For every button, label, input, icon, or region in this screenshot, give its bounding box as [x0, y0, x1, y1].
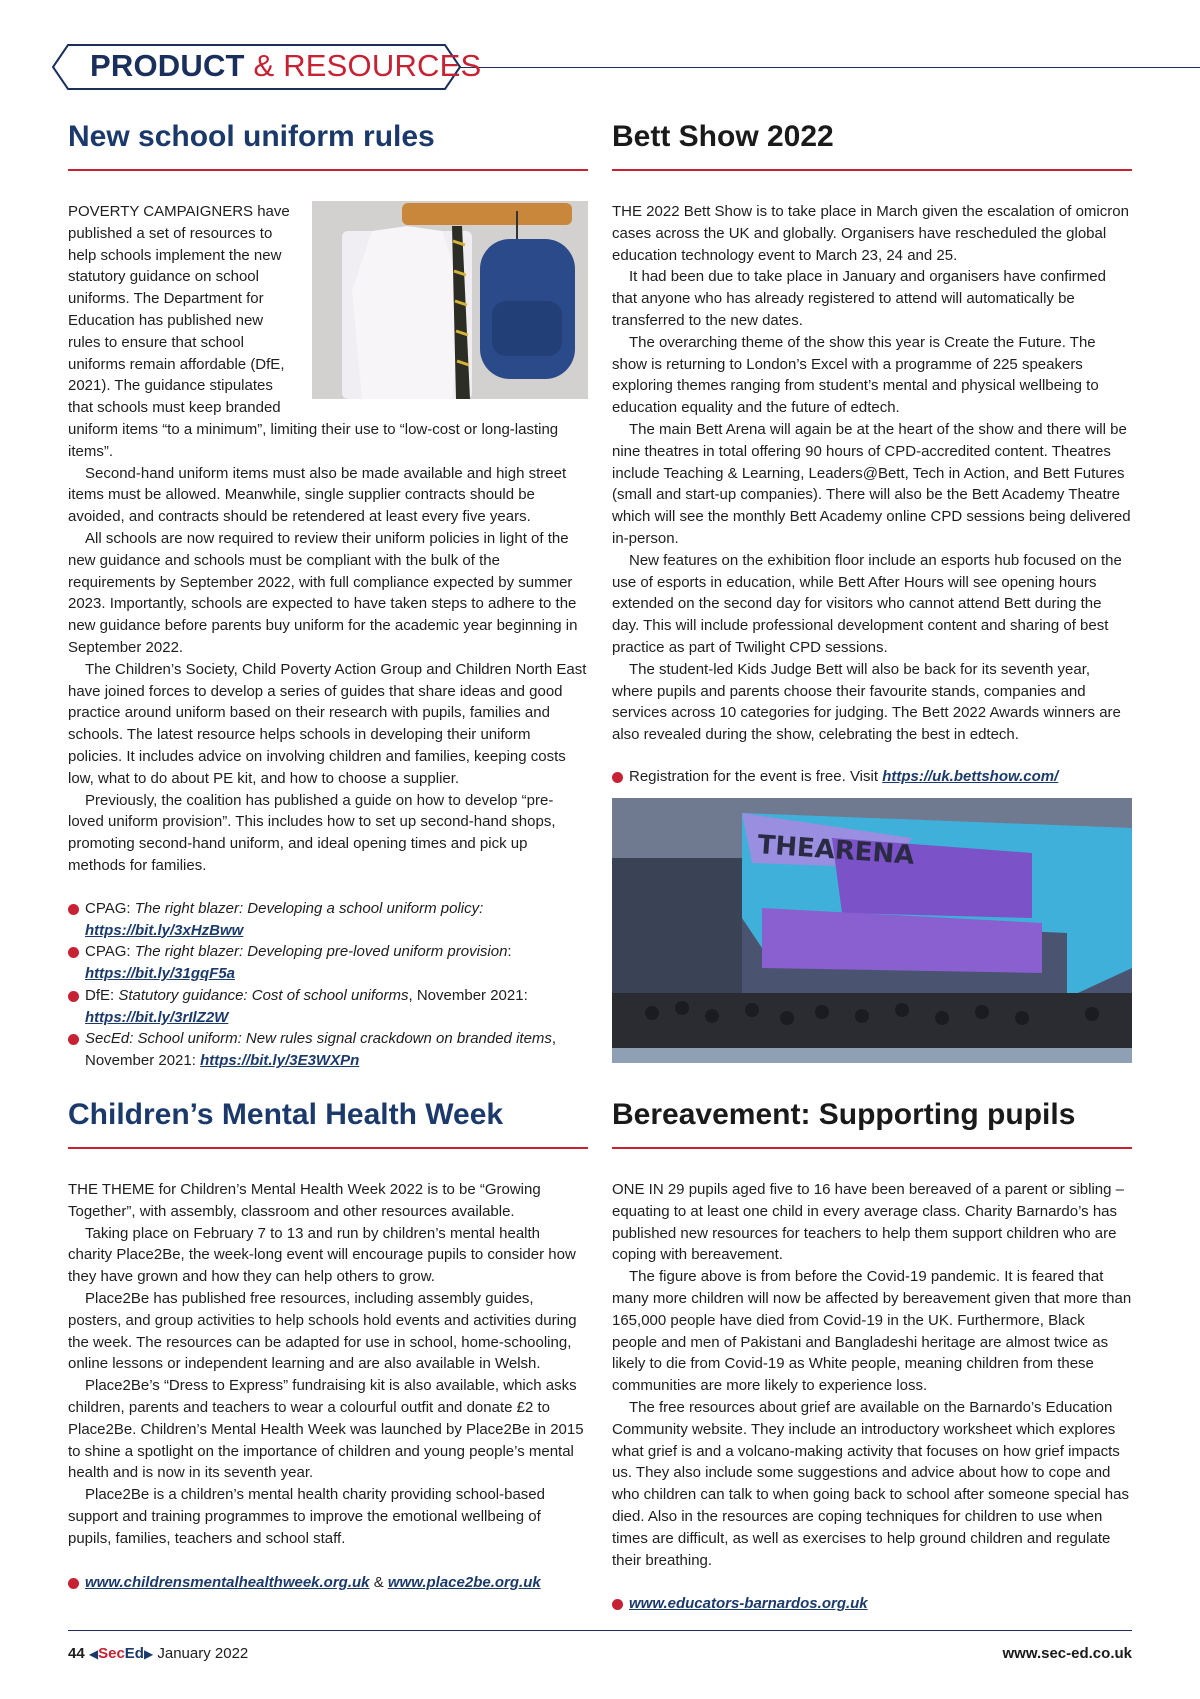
triangle-right-icon: ▶	[143, 1647, 154, 1661]
reference-item	[612, 766, 1132, 788]
reference-list	[612, 1593, 1132, 1615]
mental-health-week-link[interactable]: www.childrensmentalhealthweek.org.uk	[85, 1573, 370, 1591]
reference-item	[68, 898, 588, 942]
article-paragraph: POVERTY CAMPAIGNERS have published a set of resources to help schools implement the new statutory guidance on school uniforms. The Department for Education has published new rules to ensure that school uniforms remain affordable (DfE, 2021). The guidance stipulates that schools must keep branded uniform items “to a minimum”, limiting their use to “low-cost or long-lasting items”.	[68, 203, 559, 460]
reference-list	[68, 1572, 588, 1594]
article-title: New school uniform rules	[68, 117, 588, 171]
reference-item	[68, 941, 588, 985]
article-paragraph: ONE IN 29 pupils aged five to 16 have been bereaved of a parent or sibling – equating to at least one child in every average class. Charity Barnardo’s has published new resources for teachers to help them support children who are coping with bereavement.	[612, 1181, 1124, 1264]
article-body	[612, 201, 1132, 746]
issue-date: January 2022	[157, 1645, 249, 1662]
arena-photo	[612, 798, 1132, 1063]
article-bett	[612, 117, 1132, 1063]
header-title	[90, 46, 481, 86]
place2be-link[interactable]: www.place2be.org.uk	[387, 1573, 541, 1591]
barnardos-link[interactable]: www.educators-barnardos.org.uk	[629, 1595, 868, 1613]
reference-source: CPAG:	[85, 943, 135, 961]
reference-link[interactable]: https://bit.ly/31gqF5a	[85, 965, 236, 983]
article-paragraph: Previously, the coalition has published a guide on how to develop “pre-loved uniform provision”. This includes how to set up second-hand shops, promoting second-hand uniform, and ideal opening times and pick up methods for families.	[68, 791, 556, 874]
link-separator: &	[369, 1573, 388, 1591]
reference-title: The right blazer: Developing a school uniform policy:	[134, 899, 484, 917]
article-body	[68, 1179, 588, 1550]
reference-tail: , November 2021:	[85, 1030, 557, 1070]
article-paragraph: THE 2022 Bett Show is to take place in March given the escalation of omicron cases across the UK and globally. Organisers have rescheduled the global education technology event to March 23, 24 and 25.	[612, 203, 1129, 264]
triangle-left-icon: ◀	[88, 1647, 99, 1661]
article-uniform	[68, 117, 588, 1072]
article-title: Bereavement: Supporting pupils	[612, 1095, 1132, 1149]
article-paragraph: The student-led Kids Judge Bett will also be back for its seventh year, where pupils and parents choose their favourite stands, companies and services across 10 categories for judging. The Bett 2022 Awards winners are also revealed during the show, celebrating the best in edtech.	[612, 660, 1121, 744]
reference-source: SecEd	[85, 1030, 130, 1048]
brand-sec: Sec	[98, 1645, 125, 1662]
reference-item	[68, 1028, 588, 1072]
article-paragraph: The main Bett Arena will again be at the heart of the show and there will be nine theatres in total offering 90 hours of CPD-accredited content. Theatres include Teaching & Learning, Leaders@Bett, Tech in Action, and Bett Futures (small and start-up companies). There will also be the Bett Academy Theatre which will see the monthly Bett Academy online CPD sessions being delivered in-person.	[612, 420, 1131, 547]
brand-ed: Ed	[124, 1645, 144, 1662]
article-paragraph: It had been due to take place in January and organisers have confirmed that anyone who has already registered to attend will automatically be transferred to the new dates.	[612, 268, 1106, 329]
article-body	[612, 1179, 1132, 1571]
article-paragraph: New features on the exhibition floor include an esports hub focused on the use of esports in education, while Bett After Hours will see opening hours extended on the second day for visitors who cannot attend Bett during the day. This will include professional development content and sharing of best practice as part of Twilight CPD sessions.	[612, 551, 1122, 656]
article-paragraph: Taking place on February 7 to 13 and run by children’s mental health charity Place2Be, the week-long event will encourage pupils to consider how they have grown and how they can help others to grow.	[68, 1224, 576, 1286]
article-paragraph: Place2Be has published free resources, including assembly guides, posters, and group activities to help schools hold events and activities during the week. The resources can be adapted for use in school, home-schooling, online lessons or independent learning and are also available in Welsh.	[68, 1289, 577, 1373]
footer-website[interactable]: www.sec-ed.co.uk	[1002, 1645, 1132, 1662]
article-paragraph: Second-hand uniform items must also be made available and high street items must be allowed. Meanwhile, single supplier contracts should be avoided, and contracts should be retendered at least every five years.	[68, 464, 567, 526]
page-number: 44	[68, 1645, 85, 1662]
reference-item	[68, 985, 588, 1029]
article-paragraph: The free resources about grief are available on the Barnardo’s Education Community website. They include an introductory worksheet which explores what grief is and a volcano-making activity that focuses on how grief impacts us. They also include some suggestions and advice about how to cope and who children can talk to when going back to school after someone special has died. Also in the resources are coping techniques for children to use when times are difficult, as well as exercises to help ground children and regulate their breathing.	[612, 1398, 1129, 1569]
article-paragraph: Place2Be is a children’s mental health charity providing school-based support and training programmes to improve the emotional wellbeing of pupils, families, teachers and school staff.	[68, 1486, 545, 1547]
article-paragraph: All schools are now required to review their uniform policies in light of the new guidance and schools must be compliant with the bulk of the requirements by September 2022, with full compliance expected by summer 2023. Importantly, schools are expected to have taken steps to adhere to the new guidance before parents buy uniform for the academic year beginning in September 2022.	[68, 529, 578, 656]
reference-title: : School uniform: New rules signal crackdown on branded items	[129, 1030, 552, 1048]
reference-title: Statutory guidance: Cost of school uniforms	[118, 986, 409, 1004]
article-body	[68, 201, 588, 877]
article-bereavement	[612, 1095, 1132, 1615]
header-title-resources: & RESOURCES	[253, 48, 482, 83]
article-paragraph: THE THEME for Children’s Mental Health Week 2022 is to be “Growing Together”, with assembly, classroom and other resources available.	[68, 1181, 541, 1220]
reference-source: DfE:	[85, 986, 119, 1004]
registration-link[interactable]: https://uk.bettshow.com/	[882, 767, 1059, 785]
article-paragraph: The overarching theme of the show this year is Create the Future. The show is returning to London’s Excel with a programme of 225 speakers exploring themes ranging from student’s mental and physical wellbeing to education equality and the future of edtech.	[612, 333, 1099, 417]
reference-tail: , November 2021:	[408, 986, 528, 1004]
reference-item	[612, 1593, 1132, 1615]
registration-text: Registration for the event is free. Visit	[629, 767, 883, 785]
article-mental-health	[68, 1095, 588, 1593]
article-title: Bett Show 2022	[612, 117, 1132, 171]
reference-link[interactable]: https://bit.ly/3E3WXPn	[200, 1052, 360, 1070]
reference-item	[68, 1572, 588, 1594]
reference-list	[68, 898, 588, 1072]
reference-link[interactable]: https://bit.ly/3rIlZ2W	[85, 1008, 229, 1026]
article-paragraph: The figure above is from before the Covid-19 pandemic. It is feared that many more children will now be affected by bereavement given that more than 165,000 people have died from Covid-19 in the UK. Furthermore, Black people and men of Pakistani and Bangladeshi heritage are almost twice as likely to die from Covid-19 as White people, meaning children from these communities are more likely to experience loss.	[612, 1268, 1132, 1395]
article-paragraph: Place2Be’s “Dress to Express” fundraising kit is also available, which asks children, parents and teachers to wear a colourful outfit and donate £2 to Place2Be. Children’s Mental Health Week was launched by Place2Be in 2015 to shine a spotlight on the importance of children and young people’s mental health and is now in its seventh year.	[68, 1377, 584, 1482]
article-paragraph: The Children’s Society, Child Poverty Action Group and Children North East have joined forces to develop a series of guides that share ideas and good practice around uniform based on their research with pupils, families and schools. The latest resource helps schools in developing their uniform policies. It includes advice on involving children and families, keeping costs low, what to do about PE kit, and how to choose a supplier.	[68, 660, 587, 787]
arena-sign-text: THEARENA	[756, 829, 916, 871]
article-title: Children’s Mental Health Week	[68, 1095, 588, 1149]
page-footer	[68, 1630, 1132, 1662]
uniform-photo	[312, 201, 588, 399]
reference-list	[612, 766, 1132, 788]
reference-tail: :	[507, 943, 512, 961]
header-title-product: PRODUCT	[90, 48, 245, 83]
reference-source: CPAG:	[85, 899, 135, 917]
reference-link[interactable]: https://bit.ly/3xHzBww	[85, 921, 244, 939]
reference-title: The right blazer: Developing pre-loved uniform provision	[134, 943, 508, 961]
footer-left	[68, 1645, 248, 1662]
header-rule	[440, 67, 1200, 68]
section-header	[0, 0, 1200, 110]
